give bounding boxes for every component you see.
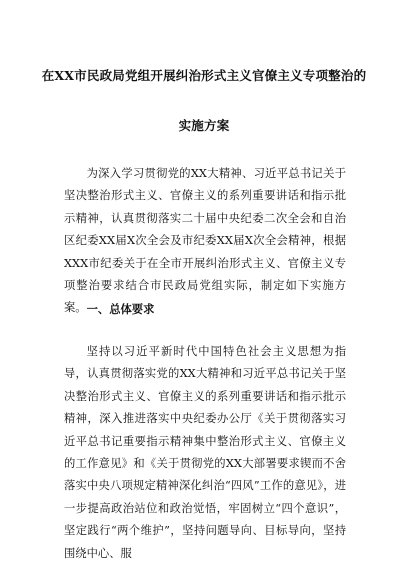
general-requirements-paragraph: 坚持以习近平新时代中国特色社会主义思想为指导，认真贯彻落实党的XX大精神和习近平总书记关于坚决整治形式主义、官僚主义的系列重要讲话和指示批示精神，深入推进落实中央纪委办公厅《关于贯彻落实习近平总书记重要指示精神集中整治形式主义、官僚主义的工作意见》和《关于贯彻党的XX大部署要求锲而不舍落实中央八项规定精神深化纠治“四风”工作的意见》，进一步提高政治站位和政治觉悟，牢固树立“四个意识”，坚定践行“两个维护”，坚持问题导向、目标导向，坚持围绕中心、服 bbox=[64, 345, 346, 560]
section-heading-general-requirements: 一、总体要求 bbox=[86, 302, 155, 316]
intro-paragraph: 为深入学习贯彻党的XX大精神、习近平总书记关于坚决整治形式主义、官僚主义的系列重要讲话和指示批示精神，认真贯彻落实二十届中央纪委二次全会和自治区纪委XX届X次全会及市纪委XX届X次全会精神，根据XXX市纪委关于在全市开展纠治形式主义、官僚主义专项整治要求结合市民政局党组实际，制定如下实施方案。 bbox=[64, 167, 346, 315]
general-requirements-paragraph-block bbox=[64, 341, 346, 577]
document-title-line-1: 在XX市民政局党组开展纠治形式主义官僚主义专项整治的 bbox=[41, 68, 367, 83]
document-title-line-2: 实施方案 bbox=[178, 118, 230, 133]
